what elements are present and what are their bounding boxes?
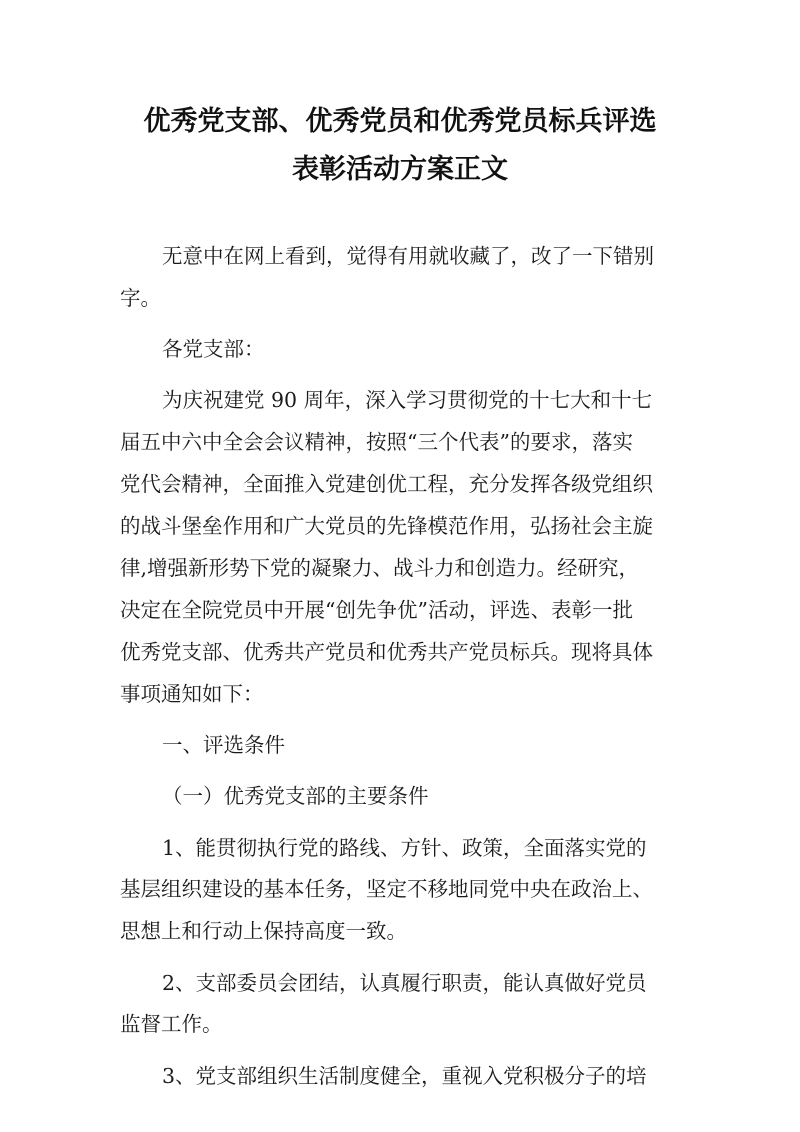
paragraph-line: 1、能贯彻执行党的路线、方针、政策，全面落实党的 <box>162 835 647 860</box>
document-title <box>110 98 690 194</box>
title-line-1: 优秀党支部、优秀党员和优秀党员标兵评选 <box>143 106 657 137</box>
paragraph-line: 3、党支部组织生活制度健全，重视入党积极分子的培 <box>162 1063 647 1088</box>
paragraph-line: 决定在全院党员中开展“创先争优”活动，评选、表彰一批 <box>120 597 633 622</box>
paragraph-line: 一、评选条件 <box>162 732 285 757</box>
paragraph <box>120 828 685 954</box>
paragraph <box>120 236 685 320</box>
paragraph-line: 的战斗堡垒作用和广大党员的先锋模范作用，弘扬社会主旋 <box>120 514 653 539</box>
paragraph-line: 律,增强新形势下党的凝聚力、战斗力和创造力。经研究， <box>120 556 640 581</box>
paragraph <box>120 380 685 715</box>
title-line-2: 表彰活动方案正文 <box>292 154 508 185</box>
paragraph <box>120 963 685 1047</box>
paragraph-line: 无意中在网上看到，觉得有用就收藏了，改了一下错别 <box>162 244 654 268</box>
paragraph-line: 思想上和行动上保持高度一致。 <box>120 919 407 944</box>
paragraph <box>120 1056 685 1098</box>
paragraph-line: 基层组织建设的基本任务，坚定不移地同党中央在政治上、 <box>120 877 653 902</box>
paragraph <box>120 329 685 371</box>
paragraph-line: 各党支部： <box>162 337 265 362</box>
paragraph-line: （一）优秀党支部的主要条件 <box>162 784 429 809</box>
paragraph-line: 事项通知如下： <box>120 681 264 706</box>
paragraph-line: 为庆祝建党 90 周年，深入学习贯彻党的十七大和十七 <box>162 388 653 413</box>
paragraph-line: 优秀党支部、优秀共产党员和优秀共产党员标兵。现将具体 <box>120 639 653 664</box>
paragraph-line: 2、支部委员会团结，认真履行职责，能认真做好党员 <box>162 970 647 995</box>
document-body <box>120 236 685 1107</box>
paragraph-line: 届五中六中全会会议精神，按照“三个代表”的要求，落实 <box>120 430 633 455</box>
paragraph-line: 监督工作。 <box>120 1012 223 1037</box>
paragraph-line: 党代会精神，全面推入党建创优工程，充分发挥各级党组织 <box>120 472 653 497</box>
paragraph <box>120 725 685 767</box>
paragraph <box>120 776 685 818</box>
paragraph-line: 字。 <box>120 285 161 310</box>
